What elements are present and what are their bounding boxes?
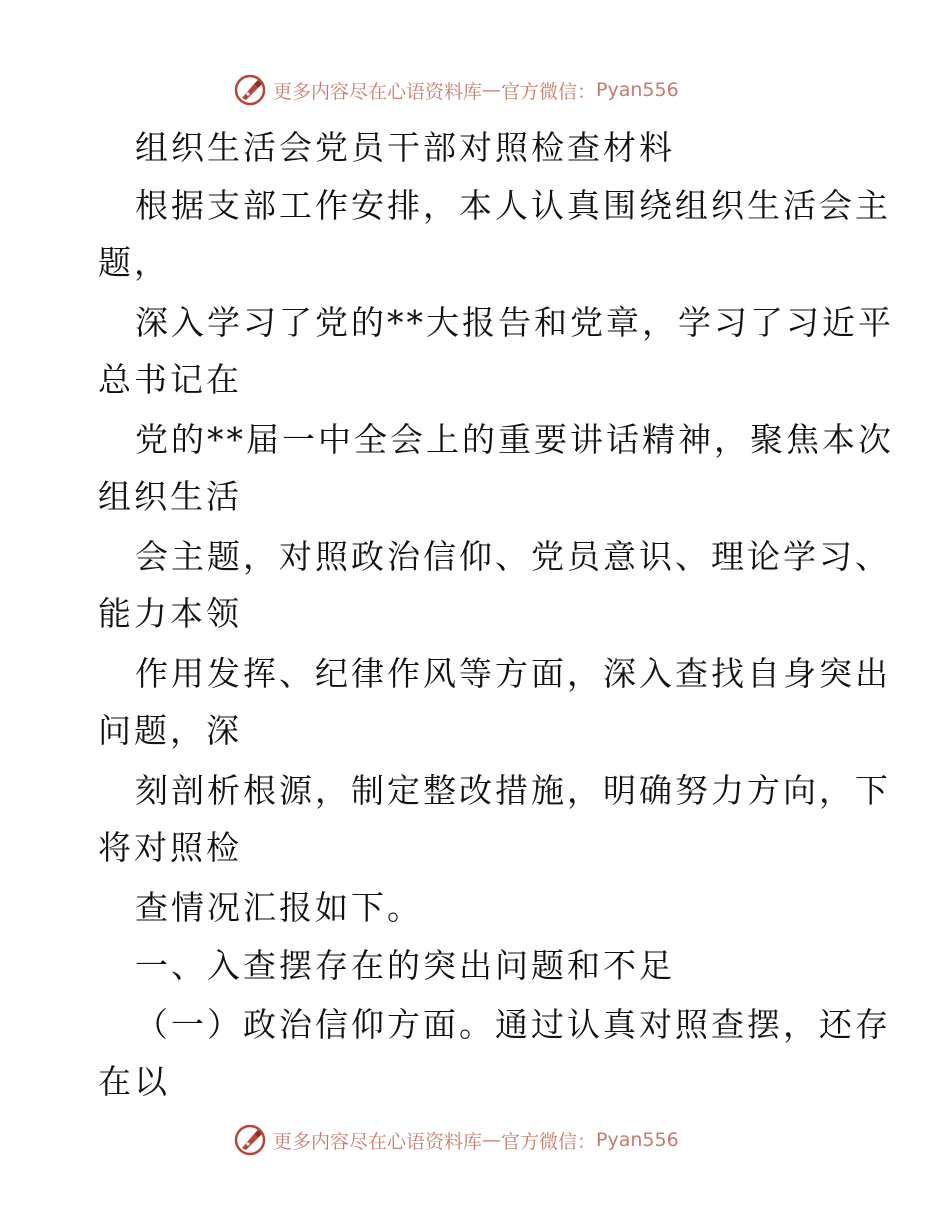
text-line: 题， <box>98 243 170 282</box>
watermark-separator: — <box>482 79 502 101</box>
watermark-label: 官方微信： <box>501 80 597 103</box>
text-line: 在以 <box>98 1062 170 1101</box>
pen-nib-logo-icon <box>233 73 267 107</box>
text-line: 问题，深 <box>98 711 242 750</box>
text-line: 将对照检 <box>98 828 242 867</box>
text-line: 深入学习了党的**大报告和党章，学习了习近平 <box>135 303 894 342</box>
text-line: 党的**届一中全会上的重要讲话精神，聚焦本次 <box>135 420 894 459</box>
watermark-separator: — <box>482 1129 502 1151</box>
watermark-label: 官方微信： <box>501 1130 597 1153</box>
text-line: 作用发挥、纪律作风等方面，深入查找自身突出 <box>135 654 891 693</box>
pen-nib-logo-icon <box>233 1123 267 1157</box>
watermark-text: 更多内容尽在心语资料库 <box>273 1130 483 1153</box>
text-line: 根据支部工作安排，本人认真围绕组织生活会主 <box>135 186 891 225</box>
subsection-heading: （一）政治信仰方面。通过认真对照查摆，还存 <box>135 1005 891 1044</box>
text-line: 组织生活 <box>98 477 242 516</box>
text-line: 能力本领 <box>98 594 242 633</box>
text-line: 刻剖析根源，制定整改措施，明确努力方向，下 <box>135 771 891 810</box>
watermark-id: Pyan556 <box>596 79 679 101</box>
header-watermark <box>233 72 679 108</box>
section-heading: 一、入查摆存在的突出问题和不足 <box>135 946 675 985</box>
footer-watermark <box>233 1122 679 1158</box>
document-title: 组织生活会党员干部对照检查材料 <box>135 128 675 167</box>
text-line: 总书记在 <box>98 360 242 399</box>
text-line: 会主题，对照政治信仰、党员意识、理论学习、 <box>135 537 891 576</box>
text-line: 查情况汇报如下。 <box>135 888 423 927</box>
watermark-text: 更多内容尽在心语资料库 <box>273 80 483 103</box>
watermark-id: Pyan556 <box>596 1129 679 1151</box>
